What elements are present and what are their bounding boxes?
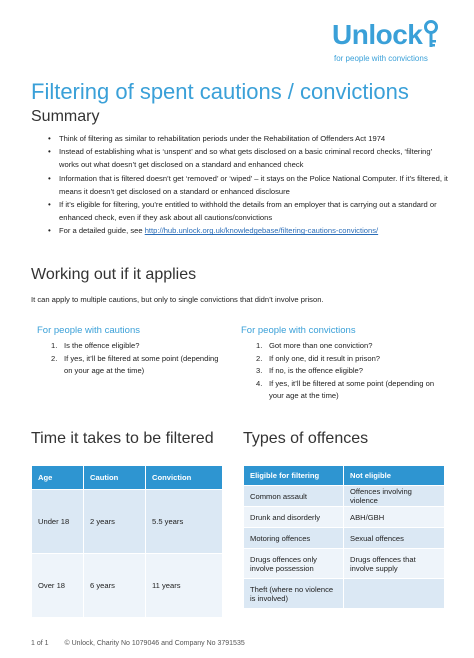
- table-cell: ABH/GBH: [344, 507, 445, 528]
- table-row: [244, 507, 445, 528]
- item-text: Is the offence eligible?: [64, 341, 140, 350]
- table-cell: Common assault: [244, 486, 344, 507]
- time-table: [31, 465, 223, 618]
- guide-link[interactable]: http://hub.unlock.org.uk/knowledgebase/filtering-cautions-convictions/: [144, 226, 379, 236]
- offences-table-heading: Types of offences: [243, 430, 369, 447]
- table-row: [32, 554, 223, 618]
- cautions-heading: For people with cautions: [37, 325, 140, 336]
- working-out-intro: It can apply to multiple cautions, but only to single convictions that didn’t involve prison.: [31, 295, 324, 304]
- column-header: Age: [32, 466, 84, 490]
- table-cell: 5.5 years: [146, 490, 223, 554]
- key-icon: [420, 20, 442, 50]
- table-cell: Offences involving violence: [344, 486, 445, 507]
- list-item: [256, 365, 446, 378]
- page-title: Filtering of spent cautions / convictions: [31, 79, 409, 104]
- table-cell: [344, 579, 445, 609]
- table-row: [244, 549, 445, 579]
- item-text: If no, is the offence eligible?: [269, 366, 364, 375]
- list-item: [256, 340, 446, 353]
- table-row: [244, 486, 445, 507]
- item-text: If yes, it’ll be filtered at some point (depending on your age at the time): [64, 353, 219, 375]
- summary-bullet: • Think of filtering as similar to rehabilitation periods under the Rehabilitation of Offenders Act 1974: [48, 132, 448, 145]
- logo-wordmark: Unlock: [332, 19, 423, 50]
- summary-bullet: [48, 145, 448, 171]
- summary-bullet-text: Instead of establishing what is ‘unspent’ and so what gets disclosed on a basic criminal record checks, ‘filtering’ works out what doesn’t get disclosed on a standard and enhanced check: [59, 147, 432, 170]
- convictions-list: [256, 340, 446, 403]
- item-number: 4.: [256, 378, 263, 388]
- unlock-logo: [332, 18, 442, 70]
- table-cell: Motoring offences: [244, 528, 344, 549]
- convictions-heading: For people with convictions: [241, 325, 356, 336]
- table-cell: 6 years: [84, 554, 146, 618]
- column-header: Conviction: [146, 466, 223, 490]
- summary-bullet: • If it’s eligible for filtering, you’re entitled to withhold the details from an employer that is carrying out a standard or enhanced check, even if they ask about all cautions/convictions: [48, 198, 448, 224]
- item-text: Got more than one conviction?: [269, 341, 373, 350]
- logo-tagline: for people with convictions: [334, 54, 428, 63]
- item-number: 1.: [256, 341, 263, 350]
- table-header-row: [32, 466, 223, 490]
- column-header: Not eligible: [344, 466, 445, 486]
- table-cell: Under 18: [32, 490, 84, 554]
- table-cell: Sexual offences: [344, 528, 445, 549]
- column-header: Eligible for filtering: [244, 466, 344, 486]
- summary-bullet: • Information that is filtered doesn’t get ‘removed’ or ‘wiped’ – it stays on the Police National Computer. If it’s filtered, it means it doesn’t get disclosed on a standard or enhanced disclosure: [48, 172, 448, 198]
- table-cell: 11 years: [146, 554, 223, 618]
- list-item: [51, 353, 229, 378]
- working-out-heading: Working out if it applies: [31, 266, 197, 283]
- guide-text: For a detailed guide, see: [59, 226, 145, 236]
- item-text: If only one, did it result in prison?: [269, 353, 381, 363]
- table-cell: Drugs offences that involve supply: [344, 549, 445, 579]
- table-row: [244, 579, 445, 609]
- summary-list: [48, 132, 448, 238]
- page-number: 1 of 1: [31, 640, 49, 647]
- summary-heading: Summary: [31, 108, 100, 125]
- list-item: [256, 353, 446, 366]
- table-cell: 2 years: [84, 490, 146, 554]
- item-number: 2.: [51, 353, 58, 363]
- item-number: 2.: [256, 353, 263, 363]
- table-cell: Drunk and disorderly: [244, 507, 344, 528]
- list-item: [256, 378, 446, 403]
- table-header-row: [244, 466, 445, 486]
- page-footer: [31, 640, 259, 647]
- table-row: [244, 528, 445, 549]
- table-row: [32, 490, 223, 554]
- table-cell: Over 18: [32, 554, 84, 618]
- item-text: If yes, it’ll be filtered at some point (depending on your age at the time): [269, 378, 435, 400]
- table-cell: Drugs offences only involve possession: [244, 549, 344, 579]
- charity-notice: © Unlock, Charity No 1079046 and Company No 3791535: [64, 640, 245, 647]
- list-item: [51, 340, 229, 353]
- time-table-heading: Time it takes to be filtered: [31, 430, 214, 447]
- cautions-list: [51, 340, 229, 378]
- table-cell: Theft (where no violence is involved): [244, 579, 344, 609]
- column-header: Caution: [84, 466, 146, 490]
- item-number: 1.: [51, 341, 58, 350]
- item-number: 3.: [256, 366, 263, 375]
- offences-table: [243, 465, 445, 609]
- summary-bullet-guide: [48, 224, 448, 237]
